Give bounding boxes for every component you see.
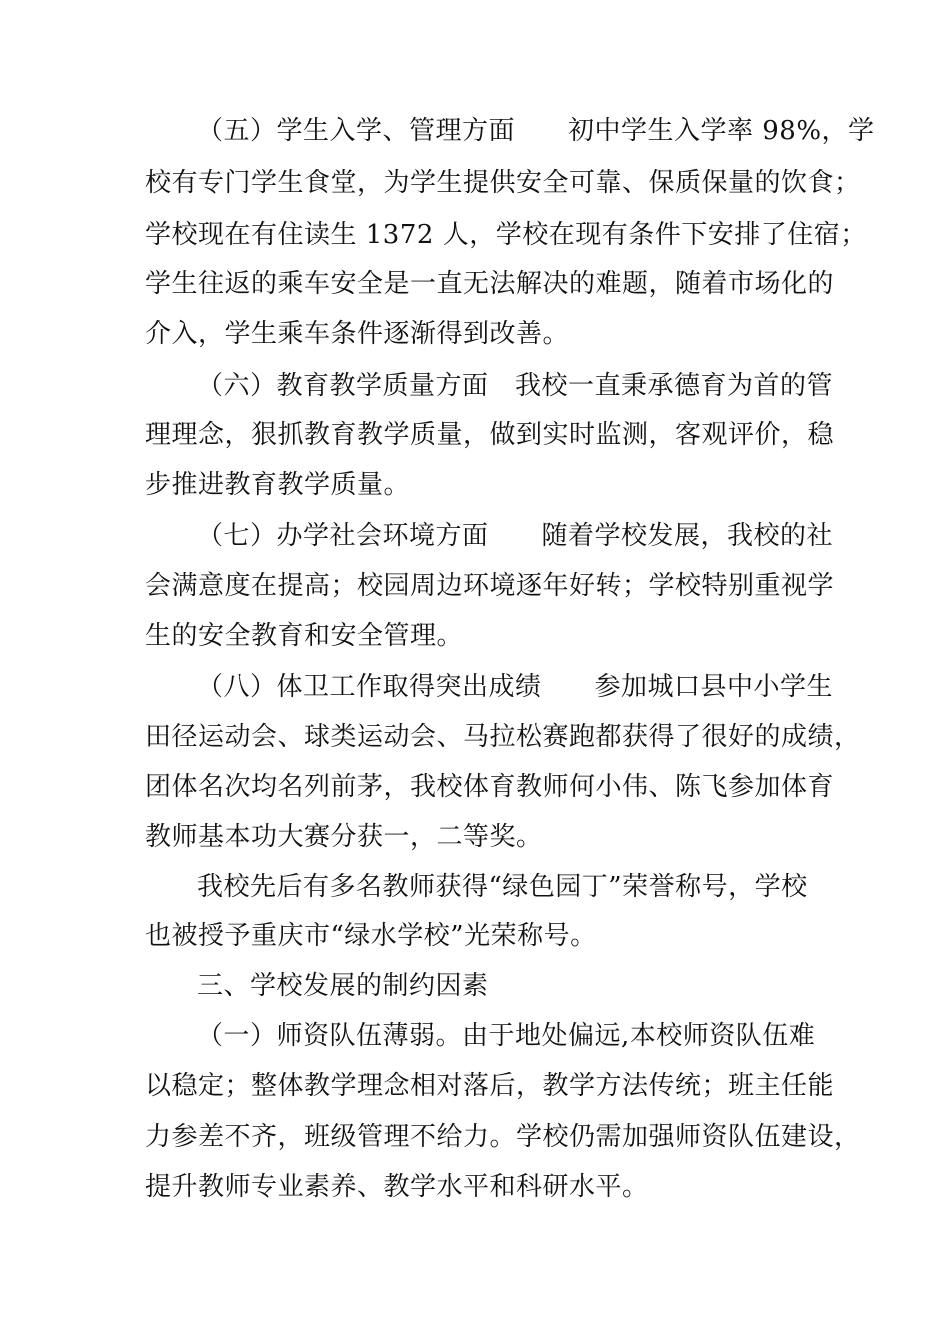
paragraph-5-line-3: 学校现在有住读生 1372 人，学校在现有条件下安排了住宿； (145, 220, 867, 250)
paragraph-5-line-1: （五）学生入学、管理方面 初中学生入学率 98%，学 (197, 116, 875, 146)
honors-line-2: 也被授予重庆市“绿水学校”光荣称号。 (145, 921, 597, 951)
paragraph-5-line-2: 校有专门学生食堂，为学生提供安全可靠、保质保量的饮食； (145, 168, 861, 198)
constraint-1-line-1: （一）师资队伍薄弱。由于地处偏远,本校师资队伍难 (197, 1021, 816, 1051)
honors-line-1: 我校先后有多名教师获得“绿色园丁”荣誉称号，学校 (197, 872, 808, 902)
paragraph-6-line-3: 步推进教育教学质量。 (145, 470, 411, 500)
paragraph-8-line-4: 教师基本功大赛分获一，二等奖。 (145, 822, 543, 852)
paragraph-6-line-1: （六）教育教学质量方面 我校一直秉承德育为首的管 (197, 371, 834, 401)
constraint-1-line-2: 以稳定；整体教学理念相对落后，教学方法传统；班主任能 (145, 1071, 835, 1101)
paragraph-6-line-2: 理理念，狠抓教育教学质量，做到实时监测，客观评价，稳 (145, 420, 835, 450)
paragraph-8-line-2: 田径运动会、球类运动会、马拉松赛跑都获得了很好的成绩， (145, 722, 861, 752)
paragraph-7-line-3: 生的安全教育和安全管理。 (145, 621, 464, 651)
paragraph-7-line-2: 会满意度在提高；校园周边环境逐年好转；学校特别重视学 (145, 571, 835, 601)
constraint-1-line-3: 力参差不齐，班级管理不给力。学校仍需加强师资队伍建设， (145, 1122, 861, 1152)
paragraph-8-line-3: 团体名次均名列前茅，我校体育教师何小伟、陈飞参加体育 (145, 772, 835, 802)
paragraph-8-line-1: （八）体卫工作取得突出成绩 参加城口县中小学生 (197, 672, 834, 702)
paragraph-7-line-1: （七）办学社会环境方面 随着学校发展，我校的社 (197, 521, 834, 551)
section-heading-3: 三、学校发展的制约因素 (197, 971, 489, 1001)
constraint-1-line-4: 提升教师专业素养、教学水平和科研水平。 (145, 1172, 649, 1202)
paragraph-5-line-5: 介入，学生乘车条件逐渐得到改善。 (145, 319, 570, 349)
paragraph-5-line-4: 学生往返的乘车安全是一直无法解决的难题，随着市场化的 (145, 269, 835, 299)
